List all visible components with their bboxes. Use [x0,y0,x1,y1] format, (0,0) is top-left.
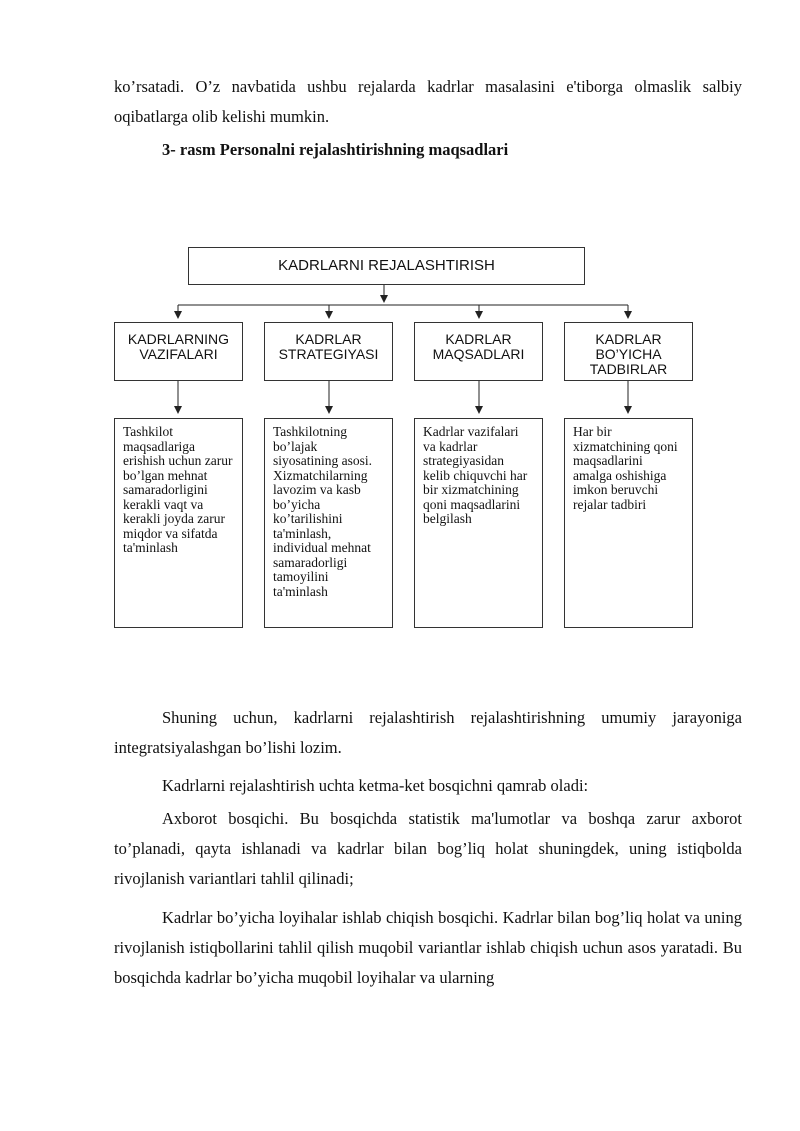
category-box-strategiyasi [264,322,393,381]
intro-paragraph: ko’rsatadi. O’z navbatida ushbu rejalarda kadrlar masalasini e'tiborga olmaslik salbiy oqibatlarga olib kelishi mumkin. [114,77,742,126]
category-title: KADRLAR STRATEGIYASI [278,331,379,362]
diagram-root-label: KADRLARNI REJALASHTIRISH [278,257,495,274]
detail-box-maqsadlari [414,418,543,628]
body-paragraph: Kadrlarni rejalashtirish uchta ketma-ket bosqichni qamrab oladi: [162,776,589,795]
category-box-tadbirlar [564,322,693,381]
detail-text: Har bir xizmatchining qoni maqsadlarini amalga oshishiga imkon beruvchi rejalar tadbiri [573,424,678,512]
body-paragraph: Shuning uchun, kadrlarni rejalashtirish rejalashtirishning umumiy jarayoniga integratsiyalashgan bo’lishi lozim. [114,708,742,757]
body-paragraph: Axborot bosqichi. Bu bosqichda statistik ma'lumotlar va boshqa zarur axborot to’planadi, qayta ishlanadi va kadrlar bilan bog’liq holat shuningdek, uning istiqbolda rivojlanish variantlari tahlil qilinadi; [114,809,742,888]
body-paragraph: Kadrlar bo’yicha loyihalar ishlab chiqish bosqichi. Kadrlar bilan bog’liq holat va uning rivojlanish istiqbollarini tahlil qilish muqobil variantlar ishlab chiqish uchun asos yaratadi. Bu bosqichda kadrlar bo’yicha muqobil loyihalar va ularning [114,908,742,987]
detail-box-strategiyasi [264,418,393,628]
diagram-root-box [188,247,585,285]
detail-text: Kadrlar vazifalari va kadrlar strategiyasidan kelib chiquvchi har bir xizmatchining qoni maqsadlarini belgilash [423,424,528,526]
category-title: KADRLAR MAQSADLARI [432,331,525,362]
category-box-maqsadlari [414,322,543,381]
detail-box-vazifalari [114,418,243,628]
detail-box-tadbirlar [564,418,693,628]
detail-text: Tashkilotning bo’lajak siyosatining asosi. Xizmatchilarning lavozim va kasb bo’yicha ko’tarilishini ta'minlash, individual mehnat samaradorligi tamoyilini ta'minlash [273,424,373,599]
figure-caption: 3- rasm Personalni rejalashtirishning maqsadlari [162,140,509,159]
category-title: KADRLARNING VAZIFALARI [127,331,230,362]
category-title: KADRLAR BO’YICHA TADBIRLAR [589,331,668,377]
category-box-vazifalari [114,322,243,381]
detail-text: Tashkilot maqsadlariga erishish uchun zarur bo’lgan mehnat samaradorligini kerakli vaqt va kerakli joyda zarur miqdor va sifatda ta'minlash [123,424,233,555]
